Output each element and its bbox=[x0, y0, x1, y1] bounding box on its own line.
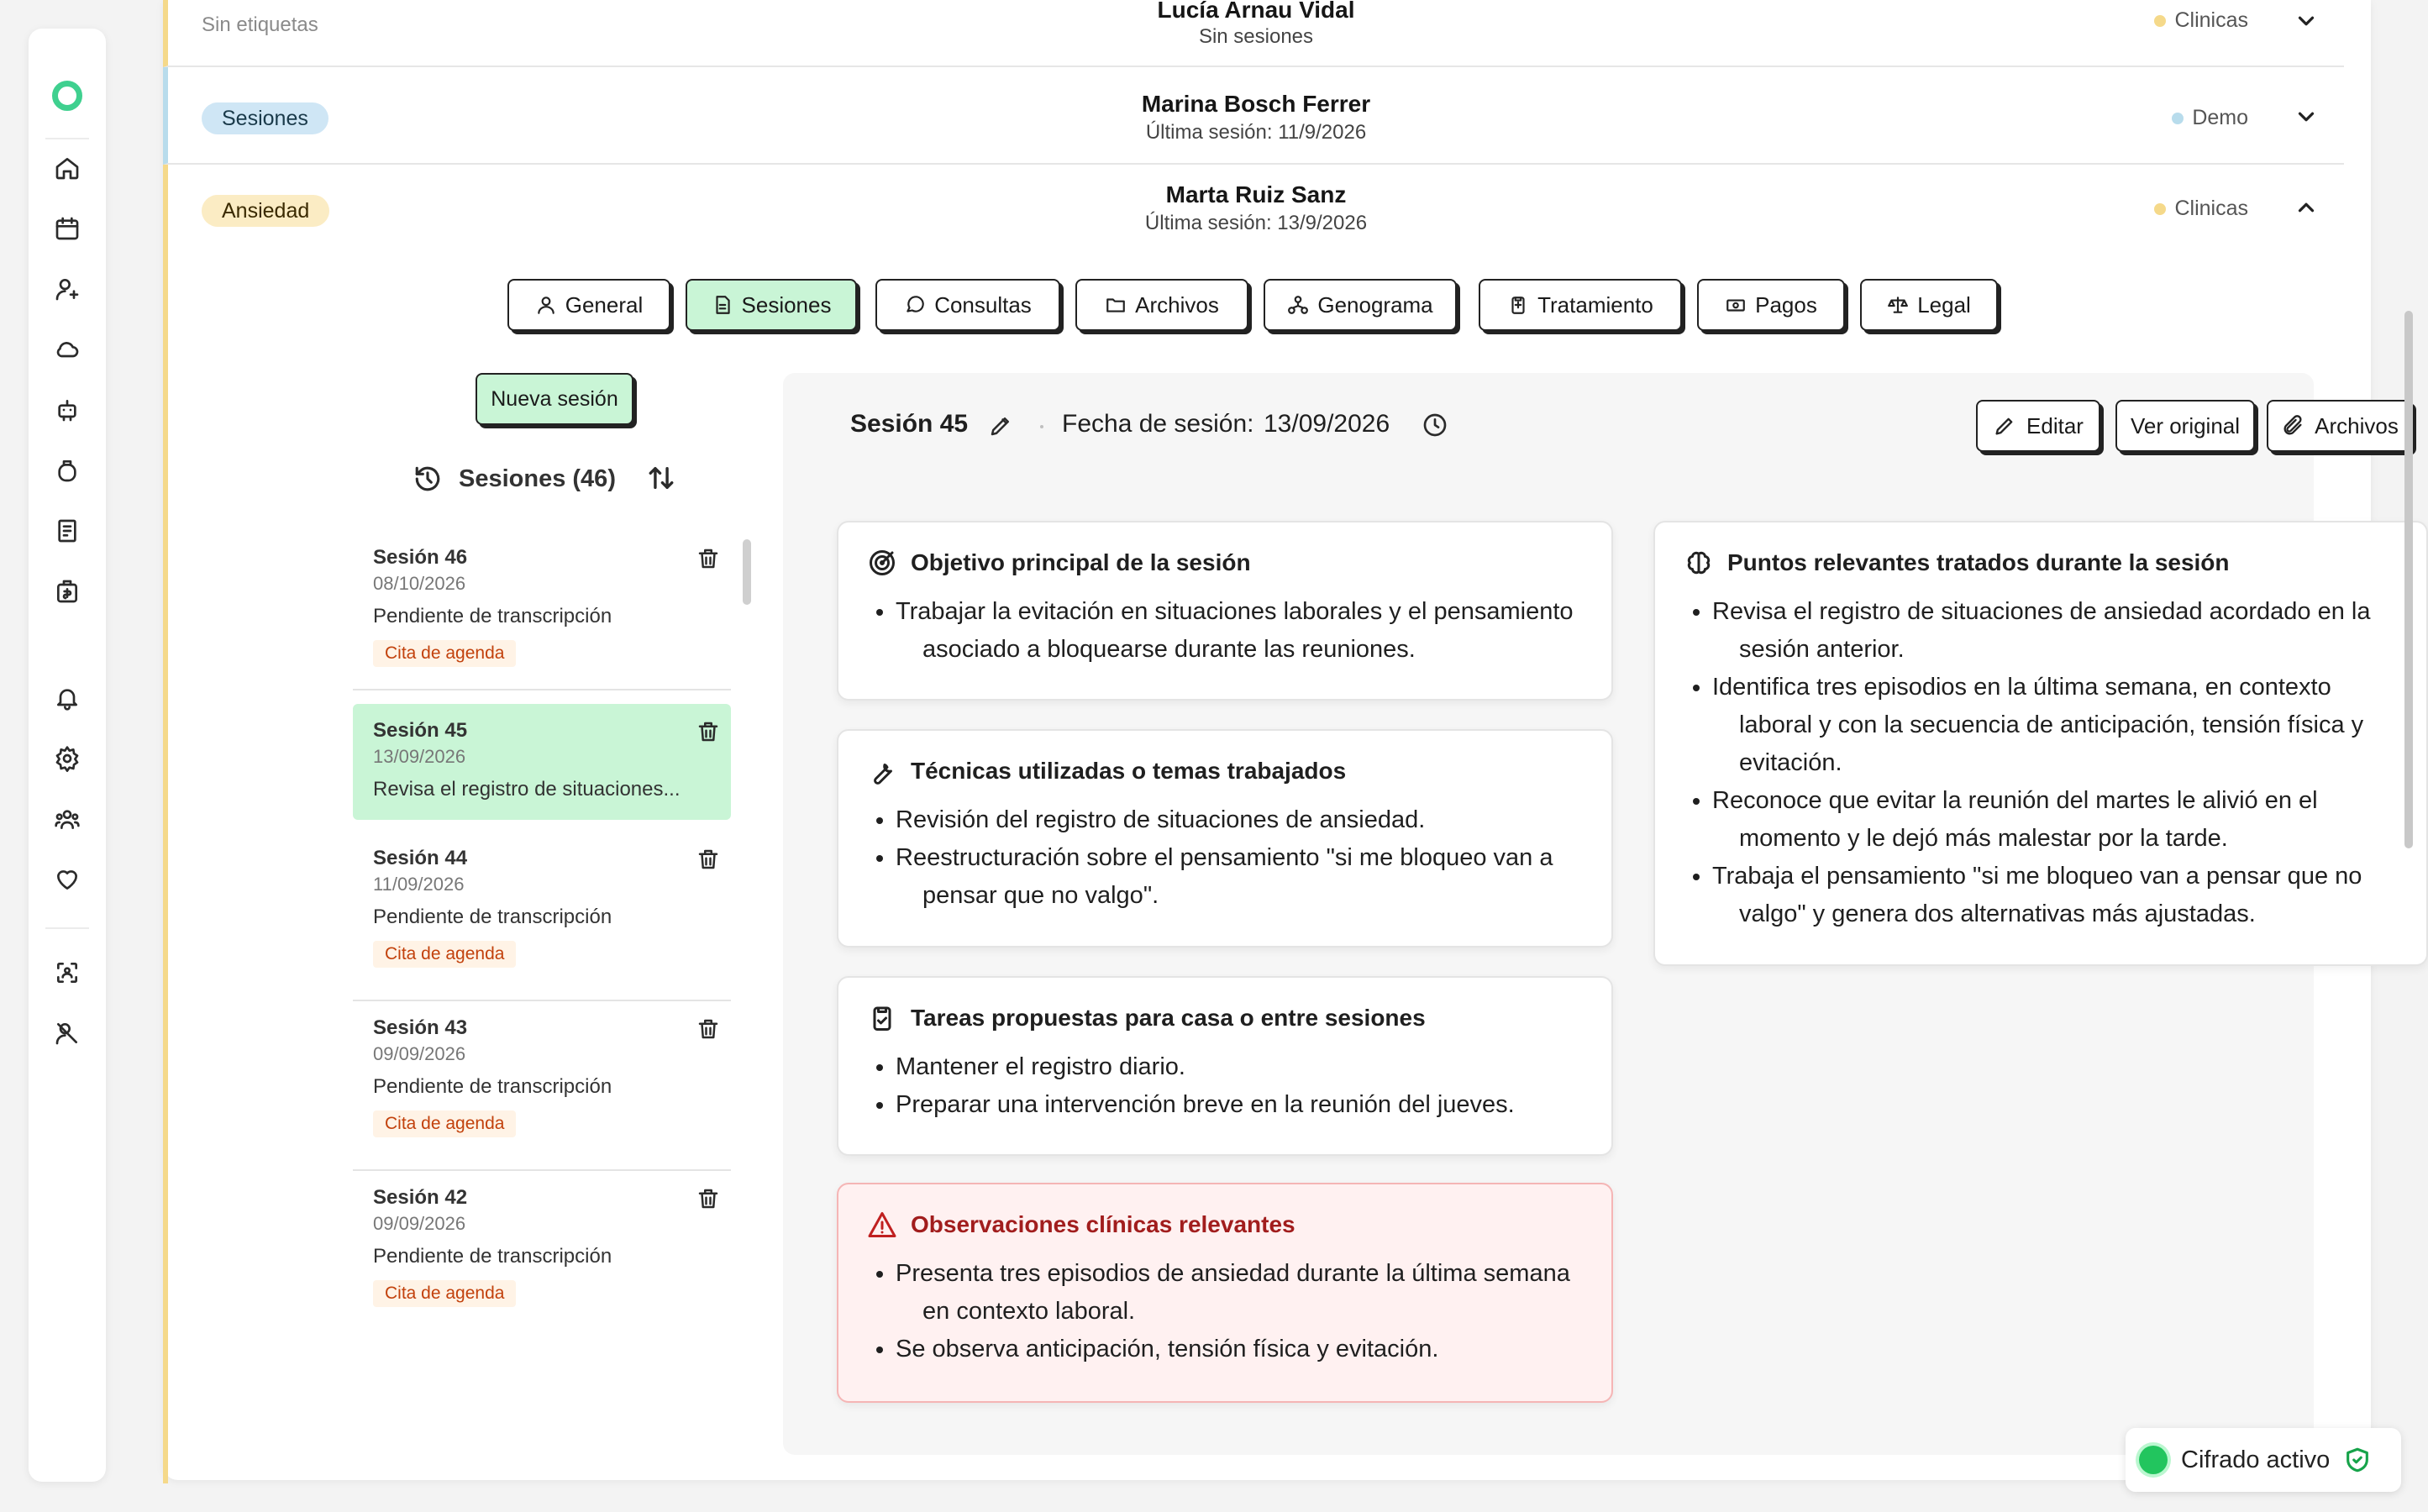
genogram-icon bbox=[1287, 294, 1309, 316]
tab-general[interactable] bbox=[507, 279, 670, 331]
homework-card bbox=[837, 976, 1613, 1156]
tab-archivos[interactable] bbox=[1075, 279, 1248, 331]
card-header bbox=[1684, 548, 2398, 578]
tab-pagos[interactable] bbox=[1697, 279, 1845, 331]
heart-icon[interactable] bbox=[50, 862, 85, 897]
wrench-icon bbox=[867, 756, 897, 786]
patient-last-session: Última sesión: 13/9/2026 bbox=[1144, 212, 1368, 234]
session-item[interactable] bbox=[353, 1171, 731, 1341]
session-title: Sesión 45 bbox=[373, 719, 468, 742]
session-date: 11/09/2026 bbox=[373, 874, 465, 895]
tab-label: General bbox=[565, 291, 644, 318]
session-summary: Pendiente de transcripción bbox=[373, 1245, 612, 1268]
session-summary: Pendiente de transcripción bbox=[373, 906, 612, 928]
card-bullet: • Presenta tres episodios de ansiedad durante la última semana en contexto laboral. bbox=[896, 1255, 1583, 1331]
status-dot bbox=[2139, 1446, 2168, 1474]
card-bullet: • Revisión del registro de situaciones de ansiedad. bbox=[896, 801, 1583, 839]
patient-last-session: Sin sesiones bbox=[1198, 25, 1314, 48]
card-header bbox=[867, 548, 1583, 578]
session-date: 13/09/2026 bbox=[373, 746, 466, 767]
chevron-up-icon[interactable] bbox=[2294, 195, 2319, 220]
session-detail-title: Sesión 45 bbox=[850, 410, 969, 438]
card-bullet: • Revisa el registro de situaciones de ansiedad acordado en la sesión anterior. bbox=[1712, 593, 2398, 669]
card-bullet: • Identifica tres episodios en la última semana, en contexto laboral y con la secuencia de anticipación, tensión física y evitación. bbox=[1712, 669, 2398, 782]
patient-tag: Ansiedad bbox=[202, 195, 329, 227]
logo-icon[interactable] bbox=[52, 81, 82, 111]
tab-label: Pagos bbox=[1755, 291, 1817, 318]
settings-icon[interactable] bbox=[50, 741, 85, 776]
pencil-icon bbox=[1993, 414, 2016, 438]
logout-icon[interactable] bbox=[50, 1016, 85, 1051]
card-bullet: • Trabaja el pensamiento "si me bloqueo van a pensar que no valgo" y genera dos alternativas más ajustadas. bbox=[1712, 858, 2398, 933]
paperclip-icon bbox=[2281, 414, 2304, 438]
session-summary: Revisa el registro de situaciones... bbox=[373, 778, 681, 801]
edit-button[interactable] bbox=[1976, 400, 2100, 452]
cloud-icon[interactable] bbox=[50, 332, 85, 367]
card-bullet: • Reconoce que evitar la reunión del martes le alivió en el momento y le dejó más malestar por la tarde. bbox=[1712, 782, 2398, 858]
session-date: 08/10/2026 bbox=[373, 573, 466, 594]
sidebar-divider bbox=[45, 927, 89, 929]
team-icon[interactable] bbox=[50, 801, 85, 837]
calendar-icon[interactable] bbox=[50, 211, 85, 246]
session-title: Sesión 46 bbox=[373, 546, 468, 569]
patient-last-session: Última sesión: 11/9/2026 bbox=[1145, 121, 1367, 144]
tab-label: Consultas bbox=[934, 291, 1032, 318]
card-bullet: • Trabajar la evitación en situaciones laborales y el pensamiento asociado a bloquearse durante las reuniones. bbox=[896, 593, 1583, 669]
chevron-down-icon[interactable] bbox=[2294, 104, 2319, 129]
history-icon bbox=[413, 465, 442, 493]
tab-sesiones[interactable] bbox=[686, 279, 857, 331]
status-label: Cifrado activo bbox=[2181, 1446, 2331, 1473]
folder-icon bbox=[1105, 294, 1127, 316]
category-dot bbox=[2154, 203, 2166, 215]
tab-consultas[interactable] bbox=[875, 279, 1060, 331]
agenda-badge: Cita de agenda bbox=[373, 1280, 516, 1307]
session-date: 09/09/2026 bbox=[373, 1043, 466, 1064]
category-label: Clinicas bbox=[2174, 197, 2248, 220]
warning-icon bbox=[867, 1210, 897, 1240]
trash-icon[interactable] bbox=[696, 1016, 721, 1042]
patient-tag: Sin etiquetas bbox=[202, 13, 318, 36]
patient-row[interactable] bbox=[163, 67, 2344, 165]
card-bullet: • Preparar una intervención breve en la reunión del jueves. bbox=[896, 1086, 1583, 1124]
objective-card bbox=[837, 521, 1613, 701]
tab-label: Legal bbox=[1917, 291, 1971, 318]
button-label: Ver original bbox=[2130, 412, 2241, 438]
session-summary: Pendiente de transcripción bbox=[373, 605, 612, 627]
session-item-selected[interactable] bbox=[353, 704, 731, 820]
attachments-button[interactable] bbox=[2267, 400, 2413, 452]
sessions-header bbox=[413, 460, 682, 497]
patient-category bbox=[2172, 106, 2248, 130]
patient-category bbox=[2154, 8, 2248, 33]
patient-row[interactable] bbox=[163, 0, 2344, 67]
brain-icon bbox=[1684, 548, 1714, 578]
patient-list-panel bbox=[163, 0, 2399, 1480]
tab-label: Genograma bbox=[1317, 291, 1433, 318]
session-list-scrollbar[interactable] bbox=[743, 539, 751, 605]
robot-icon[interactable] bbox=[50, 392, 85, 428]
tab-label: Tratamiento bbox=[1537, 291, 1653, 318]
invoice-icon[interactable] bbox=[50, 513, 85, 549]
clipboard-icon bbox=[1507, 294, 1529, 316]
session-item[interactable] bbox=[353, 1001, 731, 1171]
bag-icon[interactable] bbox=[50, 453, 85, 488]
session-summary: Pendiente de transcripción bbox=[373, 1075, 612, 1098]
card-title: Observaciones clínicas relevantes bbox=[911, 1211, 1295, 1237]
session-date: 09/09/2026 bbox=[373, 1213, 466, 1234]
sidebar bbox=[29, 29, 106, 1482]
document-icon bbox=[712, 294, 733, 316]
category-dot bbox=[2172, 113, 2184, 124]
card-header bbox=[867, 1003, 1583, 1033]
category-label: Demo bbox=[2192, 106, 2248, 129]
tab-legal[interactable] bbox=[1860, 279, 1998, 331]
patient-name: Marta Ruiz Sanz bbox=[1165, 181, 1347, 207]
tab-tratamiento[interactable] bbox=[1479, 279, 1682, 331]
session-list bbox=[353, 531, 731, 1303]
session-date-label: Fecha de sesión: bbox=[1062, 410, 1254, 438]
view-original-button[interactable] bbox=[2115, 400, 2255, 452]
category-dot bbox=[2154, 15, 2166, 27]
trash-icon[interactable] bbox=[696, 1186, 721, 1211]
tab-label: Archivos bbox=[1135, 291, 1219, 318]
session-title: Sesión 44 bbox=[373, 847, 468, 869]
session-item[interactable] bbox=[353, 531, 731, 690]
patient-icon[interactable] bbox=[50, 271, 85, 307]
user-icon bbox=[535, 294, 557, 316]
trash-icon[interactable] bbox=[696, 847, 721, 872]
patient-name: Marina Bosch Ferrer bbox=[1141, 91, 1371, 117]
sessions-count: Sesiones (46) bbox=[459, 465, 616, 492]
sidebar-divider bbox=[45, 138, 89, 139]
scan-icon[interactable] bbox=[50, 955, 85, 990]
page-scrollbar[interactable] bbox=[2404, 311, 2413, 848]
scale-icon bbox=[1887, 294, 1909, 316]
techniques-card bbox=[837, 729, 1613, 948]
chat-icon bbox=[904, 294, 926, 316]
clock-icon[interactable] bbox=[1422, 412, 1448, 438]
tab-label: Sesiones bbox=[741, 291, 832, 318]
card-header bbox=[867, 1210, 1583, 1240]
encryption-status[interactable] bbox=[2126, 1428, 2401, 1492]
money-icon bbox=[1725, 294, 1747, 316]
card-title: Puntos relevantes tratados durante la sesión bbox=[1727, 549, 2230, 575]
session-detail-panel bbox=[783, 373, 2399, 1455]
agenda-badge: Cita de agenda bbox=[373, 941, 516, 968]
card-title: Técnicas utilizadas o temas trabajados bbox=[911, 758, 1347, 784]
target-icon bbox=[867, 548, 897, 578]
tab-genograma[interactable] bbox=[1264, 279, 1457, 331]
agenda-badge: Cita de agenda bbox=[373, 640, 516, 667]
button-label: Archivos bbox=[2315, 412, 2399, 438]
separator-dot bbox=[1040, 425, 1043, 428]
patient-tag: Sesiones bbox=[202, 102, 328, 134]
chevron-down-icon[interactable] bbox=[2294, 8, 2319, 34]
sort-icon[interactable] bbox=[647, 464, 675, 492]
agenda-badge: Cita de agenda bbox=[373, 1110, 516, 1137]
card-header bbox=[867, 756, 1583, 786]
card-bullet: • Mantener el registro diario. bbox=[896, 1048, 1583, 1086]
patient-name: Lucía Arnau Vidal bbox=[1157, 0, 1355, 23]
clinical-observations-card bbox=[837, 1183, 1613, 1403]
session-title: Sesión 42 bbox=[373, 1186, 468, 1209]
new-session-button[interactable]: Nueva sesión bbox=[476, 373, 633, 425]
shield-check-icon bbox=[2343, 1446, 2372, 1474]
pencil-icon[interactable] bbox=[988, 413, 1013, 438]
clipboard-check-icon bbox=[867, 1003, 897, 1033]
card-title: Objetivo principal de la sesión bbox=[911, 549, 1251, 575]
billing-icon[interactable] bbox=[50, 574, 85, 609]
home-icon[interactable] bbox=[50, 150, 85, 186]
card-bullet: • Se observa anticipación, tensión física y evitación. bbox=[896, 1331, 1583, 1368]
session-title: Sesión 43 bbox=[373, 1016, 468, 1039]
trash-icon[interactable] bbox=[696, 719, 721, 744]
key-points-card bbox=[1653, 521, 2428, 966]
session-date-value: 13/09/2026 bbox=[1264, 410, 1390, 438]
button-label: Editar bbox=[2026, 412, 2084, 438]
trash-icon[interactable] bbox=[696, 546, 721, 571]
patient-category bbox=[2154, 197, 2248, 221]
session-item[interactable] bbox=[353, 832, 731, 1001]
card-bullet: • Reestructuración sobre el pensamiento "si me bloqueo van a pensar que no valgo". bbox=[896, 839, 1583, 915]
category-label: Clinicas bbox=[2174, 8, 2248, 32]
card-title: Tareas propuestas para casa o entre sesiones bbox=[911, 1005, 1426, 1031]
bell-icon[interactable] bbox=[50, 680, 85, 716]
